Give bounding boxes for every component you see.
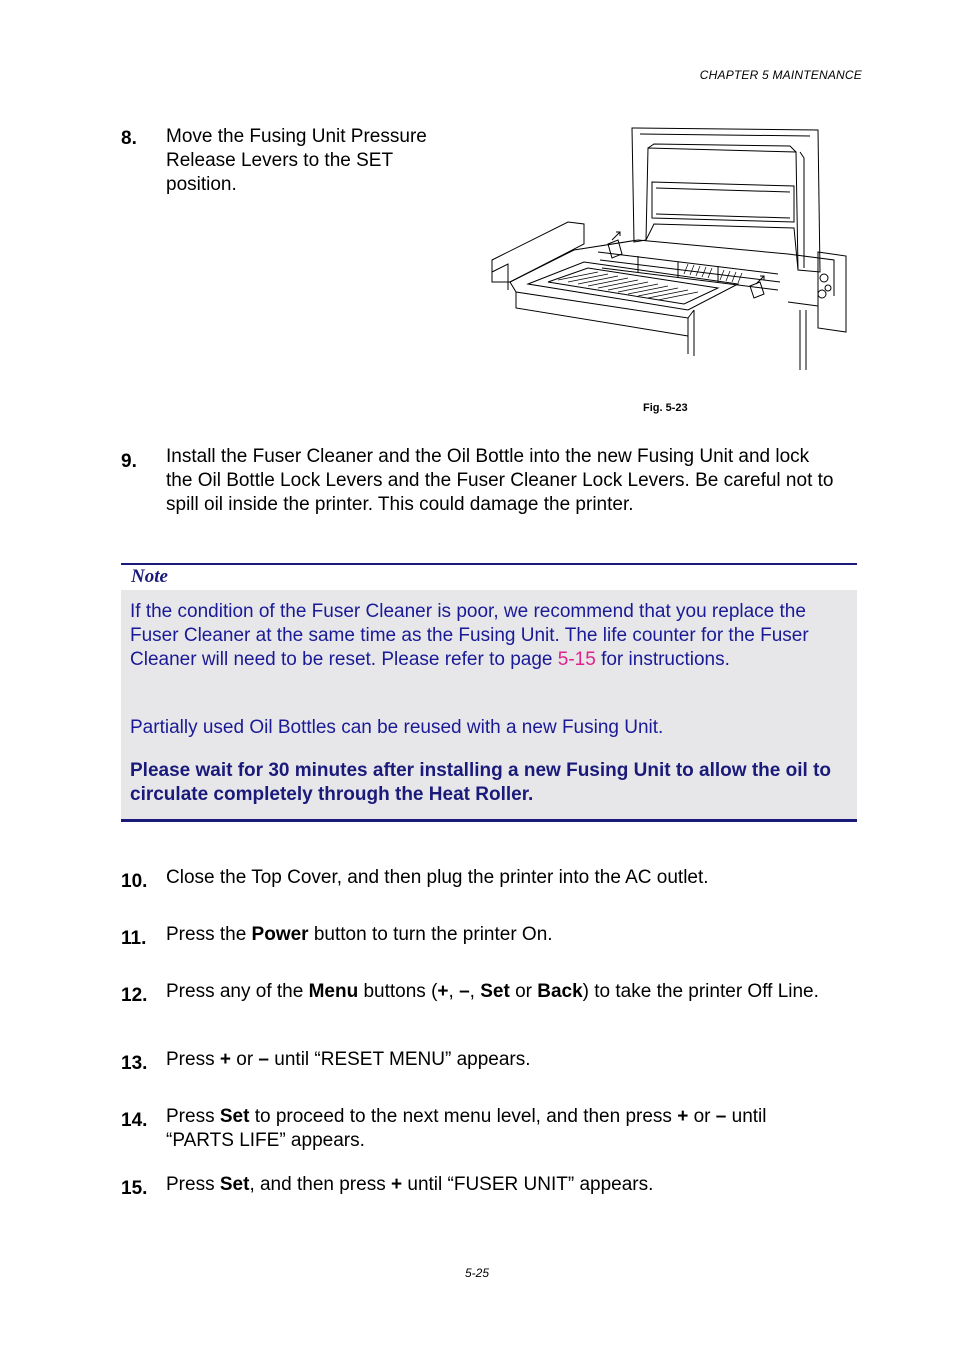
- text-run: until “RESET MENU” appears.: [269, 1049, 531, 1070]
- step-12-number: 12.: [121, 985, 148, 1006]
- plus-keyword: +: [390, 1174, 403, 1195]
- text-run: button to turn the printer On.: [308, 924, 553, 945]
- minus-keyword: –: [459, 981, 470, 1002]
- step-10-text: Close the Top Cover, and then plug the printer into the AC outlet.: [166, 867, 709, 888]
- note-paragraph-3: Please wait for 30 minutes after installing a new Fusing Unit to allow the oil to circulate completely through the Heat Roller.: [130, 760, 831, 805]
- text-run: Press the: [166, 924, 252, 945]
- plus-keyword: +: [219, 1049, 231, 1070]
- plus-keyword: +: [437, 981, 449, 1002]
- step-11-number: 11.: [121, 928, 147, 949]
- text-run: Press any of the: [166, 981, 309, 1002]
- note-body: [121, 590, 857, 822]
- text-run: Press: [166, 1049, 220, 1070]
- step-15-text: [166, 1173, 838, 1197]
- step-12-text: [166, 980, 838, 1004]
- text-run: until “FUSER UNIT” appears.: [402, 1174, 654, 1195]
- step-13-text: [166, 1048, 838, 1072]
- text-run: ) to take the printer Off Line.: [582, 981, 819, 1002]
- step-15-number: 15.: [121, 1178, 148, 1199]
- text-run: until “PARTS LIFE” appears.: [166, 1106, 767, 1151]
- figure-caption: Fig. 5-23: [643, 402, 688, 414]
- note-paragraph-2: Partially used Oil Bottles can be reused with a new Fusing Unit.: [130, 717, 664, 738]
- menu-keyword: Menu: [308, 981, 359, 1002]
- step-11-text: [166, 923, 838, 947]
- text-run: or: [230, 1049, 259, 1070]
- set-keyword: Set: [219, 1174, 250, 1195]
- step-8-number: 8.: [121, 128, 137, 149]
- step-14-number: 14.: [121, 1110, 148, 1131]
- text-run: , and then press: [249, 1174, 391, 1195]
- note-title: Note: [131, 566, 168, 587]
- text-run: or: [509, 981, 538, 1002]
- note-top-rule: [121, 563, 857, 565]
- text-run: Press: [166, 1174, 220, 1195]
- text-run: to proceed to the next menu level, and then press: [249, 1106, 678, 1127]
- minus-keyword: –: [258, 1049, 269, 1070]
- text-run: buttons (: [358, 981, 438, 1002]
- text-run: Press: [166, 1106, 220, 1127]
- note-paragraph-1: [130, 600, 846, 672]
- minus-keyword: –: [715, 1106, 727, 1127]
- step-9-number: 9.: [121, 451, 137, 472]
- set-keyword: Set: [480, 981, 510, 1002]
- note-p1-text-end: for instructions.: [595, 649, 730, 670]
- power-keyword: Power: [251, 924, 309, 945]
- back-keyword: Back: [537, 981, 583, 1002]
- text-run: ,: [469, 981, 481, 1002]
- step-14-text: [166, 1105, 838, 1153]
- step-8-text: Move the Fusing Unit Pressure Release Levers to the SET position.: [166, 126, 427, 195]
- chapter-header: CHAPTER 5 MAINTENANCE: [699, 68, 862, 82]
- plus-keyword: +: [677, 1106, 689, 1127]
- note-p1-text: If the condition of the Fuser Cleaner is poor, we recommend that you replace the Fuser Cleaner at the same time as the Fusing Unit. The life counter for the Fuser Cleaner will need to be reset. Please refer to page: [130, 601, 809, 670]
- page-reference-link[interactable]: 5-15: [557, 649, 596, 670]
- text-run: ,: [448, 981, 460, 1002]
- printer-illustration: [488, 122, 852, 374]
- text-run: or: [688, 1106, 716, 1127]
- step-13-number: 13.: [121, 1053, 148, 1074]
- set-keyword: Set: [219, 1106, 250, 1127]
- step-9-text: Install the Fuser Cleaner and the Oil Bottle into the new Fusing Unit and lock the Oil Bottle Lock Levers and the Fuser Cleaner Lock Levers. Be careful not to spill oil inside the printer. This could damage the printer.: [166, 446, 834, 515]
- page-number: 5-25: [465, 1266, 490, 1280]
- note-box: [121, 563, 857, 821]
- step-10-number: 10.: [121, 871, 148, 892]
